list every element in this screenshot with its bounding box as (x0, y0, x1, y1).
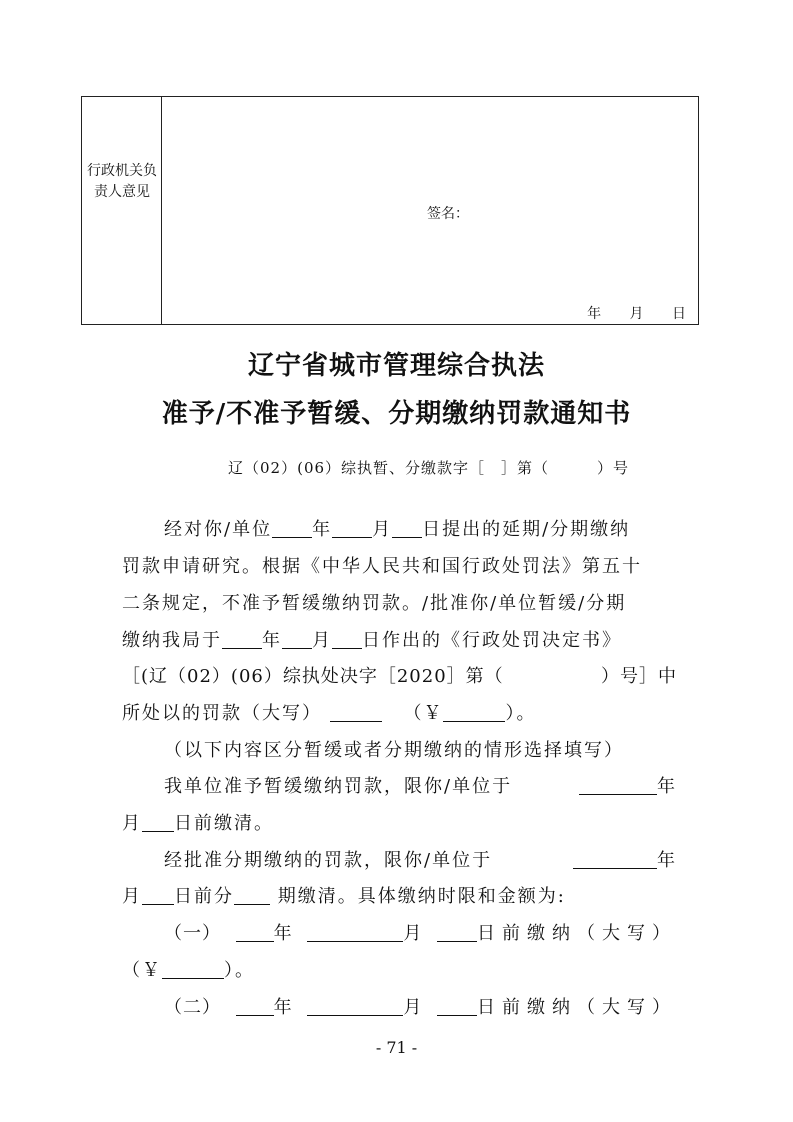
body-line: 我单位准予暂缓缴纳罚款，限你/单位于 年 (164, 776, 677, 797)
blank-field[interactable] (332, 630, 362, 649)
year-label: 年 (587, 306, 602, 322)
body-line: 经对你/单位 年 月 日提出的延期/分期缴纳 (164, 519, 631, 540)
body-line: 罚款申请研究。根据《中华人民共和国行政处罚法》第五十 (122, 556, 642, 577)
blank-field[interactable] (282, 630, 312, 649)
blank-field[interactable] (222, 630, 262, 649)
body-line: （￥ ）。 (122, 960, 255, 981)
blank-field[interactable] (236, 997, 274, 1016)
blank-field[interactable] (437, 923, 477, 942)
blank-field[interactable] (236, 923, 274, 942)
body-line: （一） 年 月 日前缴纳（大写） (164, 923, 677, 944)
title-line-1: 辽宁省城市管理综合执法 (247, 351, 545, 381)
blank-field[interactable] (272, 519, 312, 538)
blank-field[interactable] (579, 776, 657, 795)
blank-field[interactable] (142, 886, 174, 905)
document-number: 辽（02）(06）综执暂、分缴款字［ ］第（ ）号 (228, 459, 630, 477)
body-line: 月 日前分 期缴清。具体缴纳时限和金额为: (122, 886, 566, 907)
title-line-2: 准予/不准予暂缓、分期缴纳罚款通知书 (161, 399, 632, 429)
date-line (563, 303, 686, 323)
signature-label: 签名： (427, 206, 469, 222)
body-line: 二条规定，不准予暂缓缴纳罚款。/批准你/单位暂缓/分期 (122, 593, 627, 614)
body-line: （二） 年 月 日前缴纳（大写） (164, 997, 677, 1018)
day-label: 日 (672, 306, 686, 322)
page-number: - 71 - (375, 1038, 418, 1057)
amount-field[interactable] (443, 703, 505, 722)
month-label: 月 (629, 306, 644, 322)
blank-field[interactable] (392, 519, 422, 538)
opinion-label: 行政机关负责人意见 (87, 163, 157, 200)
blank-field[interactable] (437, 997, 477, 1016)
note-line: （以下内容区分暂缓或者分期缴纳的情形选择填写） (164, 740, 624, 761)
body-line: 缴纳我局于 年 月 日作出的《行政处罚决定书》 (122, 630, 622, 651)
amount-uppercase-field[interactable] (330, 703, 382, 722)
body-line: 所处以的罚款（大写） （￥ ）。 (122, 703, 537, 724)
body-line: 月 日前缴清。 (122, 813, 274, 834)
body-line: ［(辽（02）(06）综执处决字［2020］第（ ）号］中 (122, 666, 677, 687)
amount-field[interactable] (162, 960, 224, 979)
blank-field[interactable] (142, 813, 174, 832)
blank-field[interactable] (573, 850, 657, 869)
blank-field[interactable] (307, 997, 403, 1016)
blank-field[interactable] (307, 923, 403, 942)
blank-field[interactable] (332, 519, 372, 538)
opinion-box (81, 96, 699, 325)
body-line: 经批准分期缴纳的罚款，限你/单位于 年 (164, 850, 677, 871)
blank-field[interactable] (234, 886, 270, 905)
column-divider (161, 97, 162, 324)
